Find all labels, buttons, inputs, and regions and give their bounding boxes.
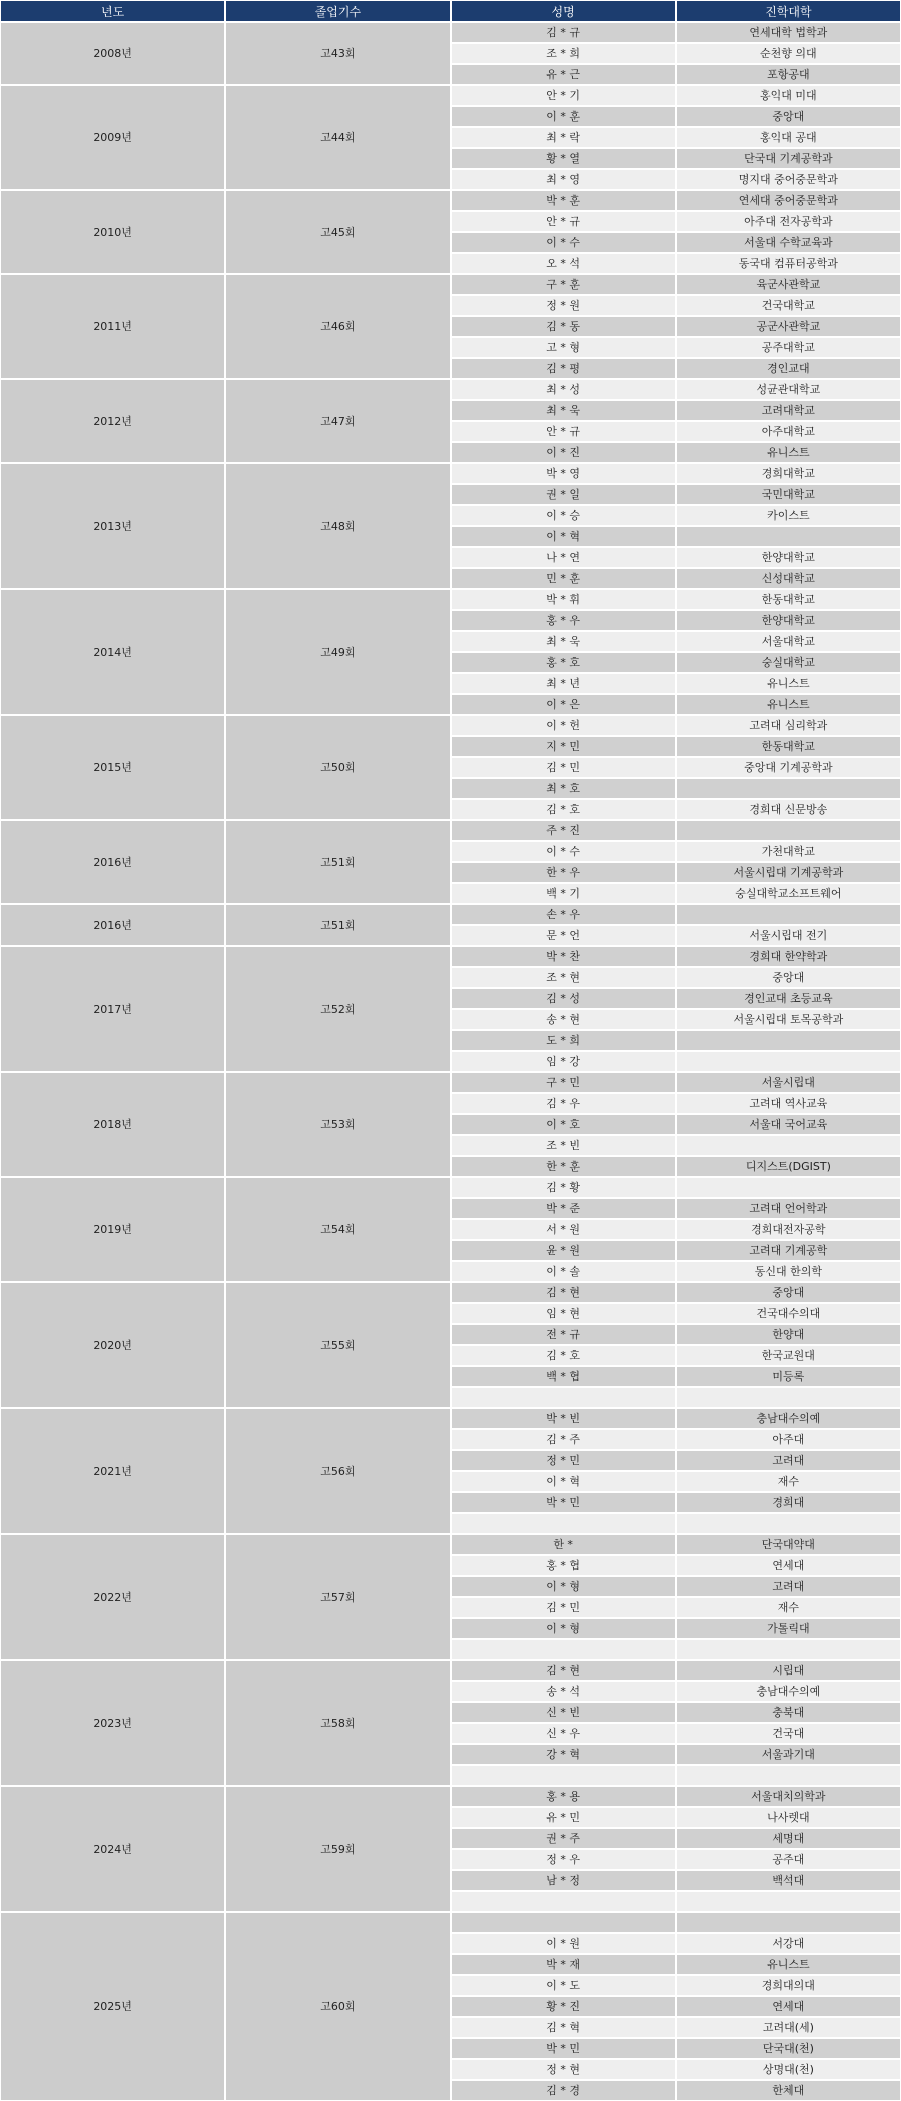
table-row — [0, 463, 901, 484]
university-cell: 미등록 — [676, 1366, 901, 1387]
graduation-class-cell: 고54회 — [225, 1177, 450, 1282]
year-cell: 2010년 — [0, 190, 225, 274]
student-name-cell — [451, 1891, 676, 1912]
university-cell — [676, 1387, 901, 1408]
university-cell — [676, 1177, 901, 1198]
university-cell: 경희대 — [676, 1492, 901, 1513]
student-name-cell: 홍 * 용 — [451, 1786, 676, 1807]
student-name-cell: 홍 * 협 — [451, 1555, 676, 1576]
graduation-class-cell: 고48회 — [225, 463, 450, 589]
year-cell: 2016년 — [0, 904, 225, 946]
student-name-cell: 박 * 영 — [451, 463, 676, 484]
student-name-cell: 민 * 훈 — [451, 568, 676, 589]
university-cell: 국민대학교 — [676, 484, 901, 505]
table-row — [0, 22, 901, 43]
student-name-cell: 최 * 호 — [451, 778, 676, 799]
student-name-cell — [451, 1912, 676, 1933]
student-name-cell: 황 * 진 — [451, 1996, 676, 2017]
table-body — [0, 22, 901, 2101]
university-cell: 단국대(천) — [676, 2038, 901, 2059]
student-name-cell: 정 * 우 — [451, 1849, 676, 1870]
student-name-cell: 백 * 기 — [451, 883, 676, 904]
university-cell: 경인교대 — [676, 358, 901, 379]
university-cell: 서울대 수학교육과 — [676, 232, 901, 253]
year-cell: 2019년 — [0, 1177, 225, 1282]
year-cell: 2017년 — [0, 946, 225, 1072]
university-cell: 디지스트(DGIST) — [676, 1156, 901, 1177]
student-name-cell: 강 * 혁 — [451, 1744, 676, 1765]
student-name-cell: 김 * 경 — [451, 2080, 676, 2101]
table-row — [0, 904, 901, 925]
table-row — [0, 1786, 901, 1807]
header-graduation-class: 졸업기수 — [225, 0, 450, 22]
student-name-cell: 이 * 승 — [451, 505, 676, 526]
student-name-cell: 정 * 원 — [451, 295, 676, 316]
year-cell: 2020년 — [0, 1282, 225, 1408]
student-name-cell: 이 * 솔 — [451, 1261, 676, 1282]
student-name-cell: 김 * 현 — [451, 1660, 676, 1681]
university-cell: 포항공대 — [676, 64, 901, 85]
graduation-class-cell: 고51회 — [225, 820, 450, 904]
university-cell: 단국대약대 — [676, 1534, 901, 1555]
university-cell: 한양대학교 — [676, 610, 901, 631]
university-cell — [676, 1051, 901, 1072]
university-cell — [676, 526, 901, 547]
university-cell: 동신대 한의학 — [676, 1261, 901, 1282]
year-cell: 2016년 — [0, 820, 225, 904]
university-cell — [676, 1513, 901, 1534]
year-cell: 2025년 — [0, 1912, 225, 2101]
student-name-cell: 이 * 호 — [451, 1114, 676, 1135]
student-name-cell: 이 * 은 — [451, 694, 676, 715]
university-cell: 연세대학 법학과 — [676, 22, 901, 43]
university-cell: 단국대 기계공학과 — [676, 148, 901, 169]
year-cell: 2022년 — [0, 1534, 225, 1660]
university-cell: 고려대 기계공학 — [676, 1240, 901, 1261]
graduation-class-cell: 고46회 — [225, 274, 450, 379]
student-name-cell: 한 * 훈 — [451, 1156, 676, 1177]
university-cell: 숭실대학교소프트웨어 — [676, 883, 901, 904]
university-cell: 경인교대 초등교육 — [676, 988, 901, 1009]
student-name-cell: 유 * 민 — [451, 1807, 676, 1828]
university-cell: 고려대 — [676, 1576, 901, 1597]
student-name-cell: 박 * 민 — [451, 2038, 676, 2059]
student-name-cell: 김 * 호 — [451, 1345, 676, 1366]
table-row — [0, 1408, 901, 1429]
student-name-cell: 안 * 규 — [451, 211, 676, 232]
university-cell: 경희대학교 — [676, 463, 901, 484]
student-name-cell: 이 * 형 — [451, 1576, 676, 1597]
university-cell: 시립대 — [676, 1660, 901, 1681]
student-name-cell: 이 * 훈 — [451, 106, 676, 127]
university-cell: 충남대수의예 — [676, 1408, 901, 1429]
student-name-cell: 지 * 민 — [451, 736, 676, 757]
university-cell: 유니스트 — [676, 1954, 901, 1975]
student-name-cell: 도 * 희 — [451, 1030, 676, 1051]
university-cell: 공주대학교 — [676, 337, 901, 358]
university-cell: 중앙대 — [676, 967, 901, 988]
university-cell: 고려대 역사교육 — [676, 1093, 901, 1114]
student-name-cell: 김 * 민 — [451, 1597, 676, 1618]
university-cell: 카이스트 — [676, 505, 901, 526]
university-cell: 고려대 — [676, 1450, 901, 1471]
student-name-cell: 이 * 형 — [451, 1618, 676, 1639]
student-name-cell: 한 * 우 — [451, 862, 676, 883]
table-row — [0, 1282, 901, 1303]
student-name-cell: 조 * 희 — [451, 43, 676, 64]
university-cell: 경희대의대 — [676, 1975, 901, 1996]
student-name-cell: 박 * 훈 — [451, 190, 676, 211]
student-name-cell: 박 * 재 — [451, 1954, 676, 1975]
university-cell: 서울대치의학과 — [676, 1786, 901, 1807]
university-cell: 한양대 — [676, 1324, 901, 1345]
university-cell: 가천대학교 — [676, 841, 901, 862]
student-name-cell: 김 * 우 — [451, 1093, 676, 1114]
year-cell: 2013년 — [0, 463, 225, 589]
university-cell: 한동대학교 — [676, 589, 901, 610]
student-name-cell: 김 * 민 — [451, 757, 676, 778]
student-name-cell: 구 * 민 — [451, 1072, 676, 1093]
student-name-cell: 권 * 일 — [451, 484, 676, 505]
year-cell: 2012년 — [0, 379, 225, 463]
student-name-cell: 송 * 석 — [451, 1681, 676, 1702]
university-cell: 서울시립대 기계공학과 — [676, 862, 901, 883]
university-cell: 아주대 — [676, 1429, 901, 1450]
student-name-cell: 박 * 빈 — [451, 1408, 676, 1429]
student-name-cell: 신 * 우 — [451, 1723, 676, 1744]
graduation-class-cell: 고59회 — [225, 1786, 450, 1912]
university-cell: 서울시립대 전기 — [676, 925, 901, 946]
graduation-class-cell: 고60회 — [225, 1912, 450, 2101]
table-row — [0, 190, 901, 211]
university-cell: 경희대 신문방송 — [676, 799, 901, 820]
student-name-cell — [451, 1765, 676, 1786]
university-cell: 백석대 — [676, 1870, 901, 1891]
student-name-cell: 김 * 주 — [451, 1429, 676, 1450]
table-row — [0, 1912, 901, 1933]
table-row — [0, 1660, 901, 1681]
year-cell: 2014년 — [0, 589, 225, 715]
student-name-cell: 김 * 동 — [451, 316, 676, 337]
student-name-cell: 유 * 근 — [451, 64, 676, 85]
table-row — [0, 1177, 901, 1198]
year-cell: 2008년 — [0, 22, 225, 85]
student-name-cell: 고 * 형 — [451, 337, 676, 358]
graduation-class-cell: 고49회 — [225, 589, 450, 715]
university-cell: 서울과기대 — [676, 1744, 901, 1765]
graduation-class-cell: 고43회 — [225, 22, 450, 85]
student-name-cell: 최 * 욱 — [451, 631, 676, 652]
student-name-cell: 이 * 도 — [451, 1975, 676, 1996]
header-year: 년도 — [0, 0, 225, 22]
student-name-cell: 서 * 원 — [451, 1219, 676, 1240]
student-name-cell: 이 * 수 — [451, 232, 676, 253]
university-cell: 순천향 의대 — [676, 43, 901, 64]
university-cell — [676, 820, 901, 841]
student-name-cell: 윤 * 원 — [451, 1240, 676, 1261]
student-name-cell: 박 * 찬 — [451, 946, 676, 967]
year-cell: 2021년 — [0, 1408, 225, 1534]
graduation-class-cell: 고55회 — [225, 1282, 450, 1408]
table-row — [0, 1534, 901, 1555]
graduation-class-cell: 고44회 — [225, 85, 450, 190]
university-cell: 한양대학교 — [676, 547, 901, 568]
university-cell: 건국대수의대 — [676, 1303, 901, 1324]
student-name-cell: 정 * 민 — [451, 1450, 676, 1471]
university-cell: 동국대 컴퓨터공학과 — [676, 253, 901, 274]
student-name-cell: 이 * 혁 — [451, 526, 676, 547]
university-cell: 육군사관학교 — [676, 274, 901, 295]
student-name-cell: 박 * 준 — [451, 1198, 676, 1219]
student-name-cell: 전 * 규 — [451, 1324, 676, 1345]
university-cell — [676, 1030, 901, 1051]
student-name-cell: 조 * 현 — [451, 967, 676, 988]
student-name-cell: 안 * 규 — [451, 421, 676, 442]
graduation-class-cell: 고45회 — [225, 190, 450, 274]
student-name-cell — [451, 1513, 676, 1534]
graduation-class-cell: 고53회 — [225, 1072, 450, 1177]
student-name-cell: 김 * 규 — [451, 22, 676, 43]
student-name-cell: 문 * 언 — [451, 925, 676, 946]
student-name-cell: 이 * 수 — [451, 841, 676, 862]
university-cell — [676, 904, 901, 925]
student-name-cell: 조 * 빈 — [451, 1135, 676, 1156]
university-cell — [676, 1639, 901, 1660]
student-name-cell: 남 * 정 — [451, 1870, 676, 1891]
university-cell: 상명대(천) — [676, 2059, 901, 2080]
table-row — [0, 1072, 901, 1093]
university-cell: 경희대전자공학 — [676, 1219, 901, 1240]
year-cell: 2024년 — [0, 1786, 225, 1912]
table-row — [0, 379, 901, 400]
university-cell: 건국대 — [676, 1723, 901, 1744]
university-cell: 중앙대 기계공학과 — [676, 757, 901, 778]
university-cell: 공주대 — [676, 1849, 901, 1870]
table-row — [0, 85, 901, 106]
student-name-cell: 신 * 빈 — [451, 1702, 676, 1723]
university-cell: 충남대수의예 — [676, 1681, 901, 1702]
graduation-class-cell: 고50회 — [225, 715, 450, 820]
year-cell: 2009년 — [0, 85, 225, 190]
university-cell: 서울시립대 — [676, 1072, 901, 1093]
header-name: 성명 — [451, 0, 676, 22]
university-cell: 서울시립대 토목공학과 — [676, 1009, 901, 1030]
university-cell: 나사렛대 — [676, 1807, 901, 1828]
university-cell: 경희대 한약학과 — [676, 946, 901, 967]
university-cell: 서울대학교 — [676, 631, 901, 652]
student-name-cell: 손 * 우 — [451, 904, 676, 925]
year-cell: 2023년 — [0, 1660, 225, 1786]
university-cell: 서울대 국어교육 — [676, 1114, 901, 1135]
university-cell — [676, 1135, 901, 1156]
student-name-cell: 이 * 원 — [451, 1933, 676, 1954]
student-name-cell: 정 * 현 — [451, 2059, 676, 2080]
table-row — [0, 820, 901, 841]
graduation-class-cell: 고58회 — [225, 1660, 450, 1786]
student-name-cell: 김 * 호 — [451, 799, 676, 820]
university-cell: 고려대학교 — [676, 400, 901, 421]
graduation-class-cell: 고56회 — [225, 1408, 450, 1534]
student-name-cell: 최 * 성 — [451, 379, 676, 400]
header-university: 진학대학 — [676, 0, 901, 22]
table-row — [0, 589, 901, 610]
student-name-cell: 오 * 석 — [451, 253, 676, 274]
student-name-cell: 홍 * 호 — [451, 652, 676, 673]
university-cell: 고려대 심리학과 — [676, 715, 901, 736]
table-row — [0, 715, 901, 736]
student-name-cell: 백 * 협 — [451, 1366, 676, 1387]
university-cell — [676, 1765, 901, 1786]
student-name-cell: 김 * 황 — [451, 1177, 676, 1198]
table-row — [0, 946, 901, 967]
graduation-class-cell: 고57회 — [225, 1534, 450, 1660]
student-name-cell: 김 * 혁 — [451, 2017, 676, 2038]
university-cell: 세명대 — [676, 1828, 901, 1849]
student-name-cell: 권 * 주 — [451, 1828, 676, 1849]
student-name-cell: 최 * 욱 — [451, 400, 676, 421]
student-name-cell: 김 * 현 — [451, 1282, 676, 1303]
university-cell: 한국교원대 — [676, 1345, 901, 1366]
university-cell: 고려대 언어학과 — [676, 1198, 901, 1219]
table-header-row — [0, 0, 901, 22]
university-cell: 유니스트 — [676, 694, 901, 715]
university-cell: 연세대 중어중문학과 — [676, 190, 901, 211]
university-cell — [676, 1891, 901, 1912]
university-cell: 유니스트 — [676, 673, 901, 694]
student-name-cell: 김 * 성 — [451, 988, 676, 1009]
university-cell — [676, 1912, 901, 1933]
university-cell: 재수 — [676, 1597, 901, 1618]
university-cell: 서강대 — [676, 1933, 901, 1954]
university-cell: 연세대 — [676, 1996, 901, 2017]
student-name-cell: 안 * 기 — [451, 85, 676, 106]
university-cell: 명지대 중어중문학과 — [676, 169, 901, 190]
university-cell: 홍익대 공대 — [676, 127, 901, 148]
university-cell: 성균관대학교 — [676, 379, 901, 400]
student-name-cell: 주 * 진 — [451, 820, 676, 841]
student-name-cell: 박 * 휘 — [451, 589, 676, 610]
student-name-cell: 임 * 강 — [451, 1051, 676, 1072]
student-name-cell: 최 * 락 — [451, 127, 676, 148]
university-cell: 고려대(세) — [676, 2017, 901, 2038]
student-name-cell — [451, 1387, 676, 1408]
student-name-cell: 이 * 진 — [451, 442, 676, 463]
university-cell: 신성대학교 — [676, 568, 901, 589]
student-name-cell: 최 * 년 — [451, 673, 676, 694]
university-cell: 중앙대 — [676, 106, 901, 127]
student-name-cell: 한 * — [451, 1534, 676, 1555]
student-name-cell: 임 * 현 — [451, 1303, 676, 1324]
university-cell: 한동대학교 — [676, 736, 901, 757]
graduation-class-cell: 고52회 — [225, 946, 450, 1072]
student-name-cell: 최 * 영 — [451, 169, 676, 190]
university-cell — [676, 778, 901, 799]
university-cell: 재수 — [676, 1471, 901, 1492]
student-name-cell: 황 * 열 — [451, 148, 676, 169]
university-cell: 숭실대학교 — [676, 652, 901, 673]
year-cell: 2011년 — [0, 274, 225, 379]
table-row — [0, 274, 901, 295]
university-cell: 연세대 — [676, 1555, 901, 1576]
university-cell: 한체대 — [676, 2080, 901, 2101]
graduation-class-cell: 고51회 — [225, 904, 450, 946]
university-cell: 아주대 전자공학과 — [676, 211, 901, 232]
university-cell: 아주대학교 — [676, 421, 901, 442]
university-cell: 홍익대 미대 — [676, 85, 901, 106]
university-cell: 충북대 — [676, 1702, 901, 1723]
year-cell: 2018년 — [0, 1072, 225, 1177]
student-name-cell: 이 * 혁 — [451, 1471, 676, 1492]
university-cell: 건국대학교 — [676, 295, 901, 316]
student-name-cell: 송 * 현 — [451, 1009, 676, 1030]
university-cell: 가톨릭대 — [676, 1618, 901, 1639]
student-name-cell: 이 * 헌 — [451, 715, 676, 736]
year-cell: 2015년 — [0, 715, 225, 820]
student-name-cell: 홍 * 우 — [451, 610, 676, 631]
university-cell: 중앙대 — [676, 1282, 901, 1303]
university-cell: 유니스트 — [676, 442, 901, 463]
student-name-cell: 김 * 평 — [451, 358, 676, 379]
university-cell: 공군사관학교 — [676, 316, 901, 337]
graduation-class-cell: 고47회 — [225, 379, 450, 463]
student-name-cell: 박 * 민 — [451, 1492, 676, 1513]
student-name-cell: 구 * 훈 — [451, 274, 676, 295]
student-name-cell — [451, 1639, 676, 1660]
student-name-cell: 나 * 연 — [451, 547, 676, 568]
